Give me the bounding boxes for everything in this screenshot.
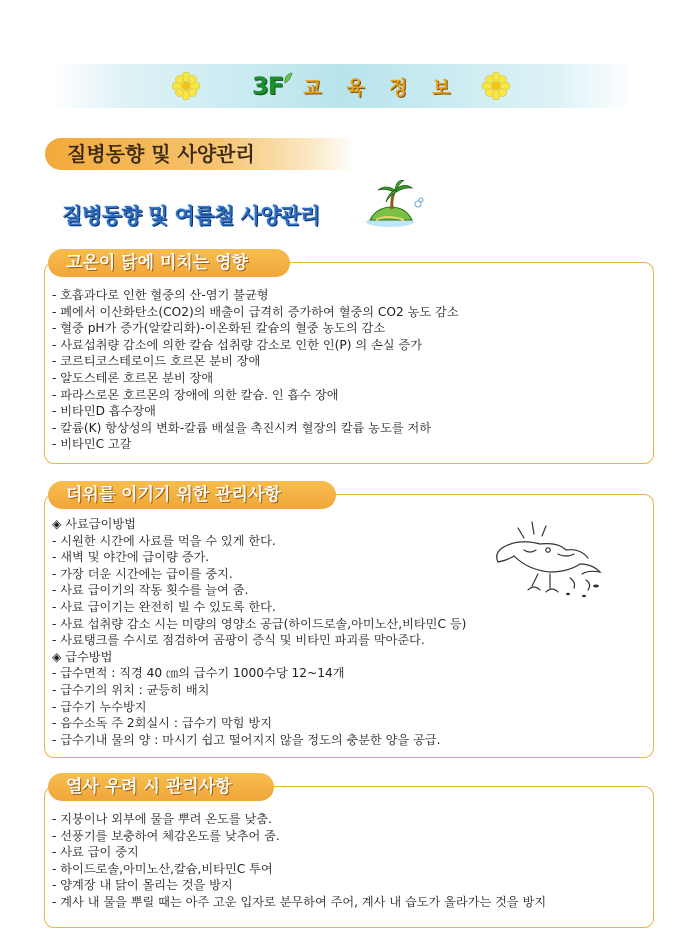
floor-label: 3F <box>252 72 284 100</box>
list-item: - 비타민C 고갈 <box>52 437 132 452</box>
list-item: - 급수기의 위치 : 균등히 배치 <box>52 682 210 697</box>
effects-list <box>52 287 459 453</box>
list-item: - 음수소독 주 2회실시 : 급수기 막힘 방지 <box>52 716 272 731</box>
list-item: - 급수면적 : 직경 40 ㎝의 급수기 1000수당 12~14개 <box>52 666 345 681</box>
flower-icon <box>172 72 200 100</box>
list-item: - 사료 급이 중지 <box>52 845 139 860</box>
palm-island-icon <box>366 180 424 228</box>
heat-management-box-label: 더위를 이기기 위한 관리사항 <box>48 481 336 509</box>
list-item: - 알도스테론 호르몬 분비 장애 <box>52 370 214 385</box>
banner-heading: 교 육 정 보 <box>303 76 460 99</box>
list-item: - 파라스로몬 호르몬의 장애에 의한 칼슘. 인 흡수 장애 <box>52 387 339 402</box>
list-item: - 급수기 누수방지 <box>52 699 147 714</box>
hot-chicken-icon <box>488 520 610 602</box>
heatstroke-box-label: 열사 우려 시 관리사항 <box>48 773 274 801</box>
list-item: - 계사 내 물을 뿌릴 때는 아주 고운 입자로 분무하여 주어, 계사 내 습도가 올라가는 것을 방지 <box>52 894 547 909</box>
header-banner <box>52 64 632 108</box>
heatstroke-list <box>52 811 546 911</box>
list-item: - 혈중 pH가 증가(알칼리화)-이온화된 칼슘의 혈중 농도의 감소 <box>52 321 386 336</box>
list-item: - 지붕이나 외부에 물을 뿌려 온도를 낮춤. <box>52 812 272 826</box>
list-item: - 비타민D 흡수장애 <box>52 404 156 419</box>
list-item: - 새벽 및 야간에 급이량 증가. <box>52 550 210 565</box>
list-heading: ◈ 급수방법 <box>52 649 113 664</box>
list-item: - 사료섭취량 감소에 의한 칼슘 섭취량 감소로 인한 인(P) 의 손실 증가 <box>52 337 422 352</box>
list-item: - 호흡과다로 인한 혈중의 산-염기 불균형 <box>52 288 269 302</box>
list-item: - 사료 섭취량 감소 시는 미량의 영양소 공급(하이드로솔,아미노산,비타민C 등) <box>52 616 467 631</box>
list-item: - 사료 급이기는 완전히 빌 수 있도록 한다. <box>52 599 276 614</box>
section-header: 질병동향 및 사양관리 <box>45 138 355 170</box>
list-item: - 가장 더운 시간에는 급이를 중지. <box>52 566 233 581</box>
flower-icon <box>482 72 510 100</box>
list-heading: ◈ 사료급이방법 <box>52 517 136 531</box>
list-item: - 사료탱크를 수시로 점검하여 곰팡이 증식 및 비타민 파괴를 막아준다. <box>52 633 425 648</box>
list-item: - 칼륨(K) 항상성의 변화-칼륨 배설을 촉진시켜 혈장의 칼륨 농도를 저하 <box>52 420 432 435</box>
list-item: - 시원한 시간에 사료를 먹을 수 있게 한다. <box>52 533 276 548</box>
list-item: - 급수기내 물의 양 : 마시기 쉽고 떨어지지 않을 정도의 충분한 양을 공급. <box>52 732 441 747</box>
list-item: - 선풍기를 보충하여 체감온도를 낮추어 줌. <box>52 828 280 843</box>
leaf-icon <box>283 72 293 84</box>
list-item: - 하이드로솔,아미노산,칼슘,비타민C 투여 <box>52 861 273 876</box>
list-item: - 양계장 내 닭이 몰리는 것을 방지 <box>52 878 233 893</box>
list-item: - 코르티코스테로이드 호르몬 분비 장애 <box>52 354 261 369</box>
list-item: - 사료 급이기의 작동 횟수를 늘여 줌. <box>52 583 249 598</box>
page-subtitle: 질병동향 및 여름철 사양관리 <box>62 204 320 228</box>
list-item: - 폐에서 이산화탄소(CO2)의 배출이 급격히 증가하여 혈중의 CO2 농도 감소 <box>52 304 459 319</box>
heat-management-list <box>52 516 466 748</box>
effects-box-label: 고온이 닭에 미치는 영향 <box>48 249 290 277</box>
banner-title <box>252 70 492 102</box>
